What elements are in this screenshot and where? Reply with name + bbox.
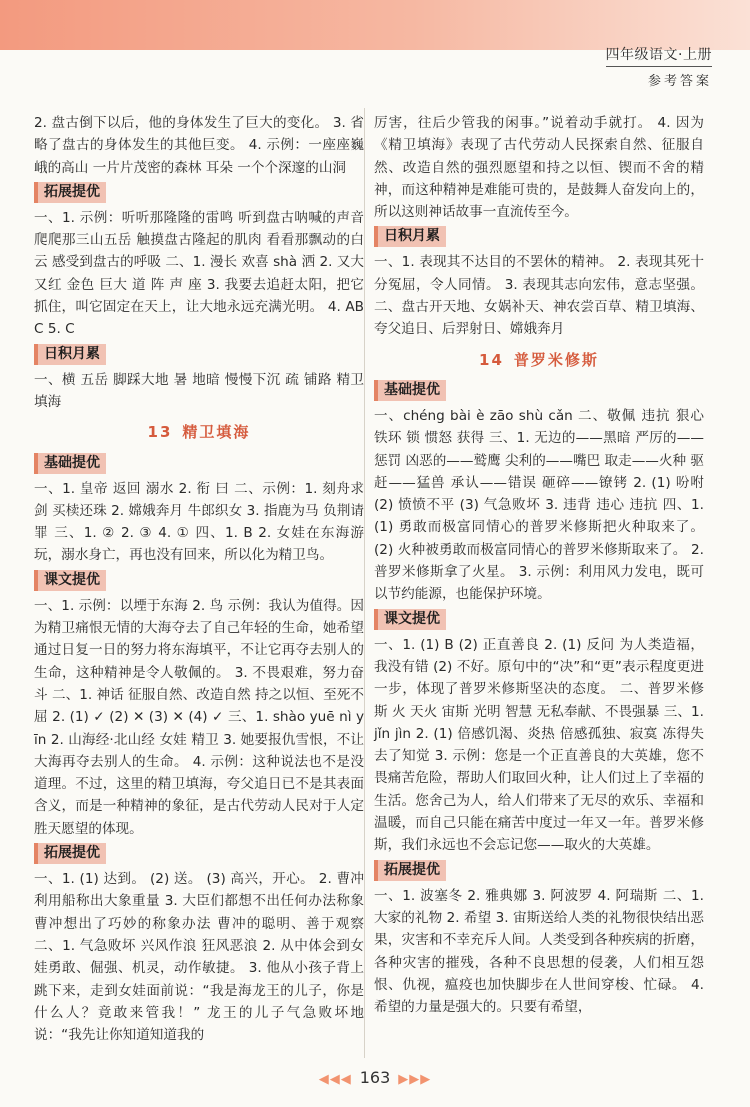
header-grade: 四年级语文·上册 [606,44,712,67]
section-tag: 日积月累 [34,344,106,365]
header-subtitle: 参考答案 [647,74,712,89]
section-tag: 课文提优 [34,570,106,591]
right-column [374,112,704,1018]
left-arrows-icon: ◀◀◀ [318,1072,352,1087]
answer-text: 厉害，往后少管我的闲事。”说着动手就打。 4. 因为《精卫填海》表现了古代劳动人民探索自然、征服自然、改造自然的强烈愿望和持之以恒、锲而不舍的精神，而这种精神是难能可贵的，是鼓舞人奋发向上的，所以这则神话故事一直流传至今。 [374,115,704,221]
answer-text: 2. 盘古倒下以后，他的身体发生了巨大的变化。 3. 省略了盘古的身体发生的其他巨变。 4. 示例：一座座巍峨的高山 一片片茂密的森林 耳朵 一个个深邃的山洞 [34,115,364,176]
answer-text: 一、1. 示例：以堙于东海 2. 鸟 示例：我认为值得。因为精卫痛恨无情的大海夺去了自己年轻的生命，她希望通过日复一日的努力将东海填平，不让它再夺去别人的生命，这种精神是令人敬佩的。 3. 不畏艰难，努力奋斗 二、1. 神话 征服自然、改造自然 持之以恒、至死不屈 2. (1) ✓ (2) ✕ (3) ✕ (4) ✓ 三、1. shào yuē nì yīn 2. 山海经·北山经 女娃 精卫 3. 她要报仇雪恨，不让大海再夺去别人的生命。 4. 示例：这种说法也不是没道理。不过，这里的精卫填海，夸父追日已不是其表面含义，而是一种精神的象征，是古代劳动人民对于人定胜天愿望的体现。 [34,597,364,837]
section-tag: 拓展提优 [34,182,106,203]
page-number: 163 [359,1068,391,1087]
section-tag: 基础提优 [34,453,106,474]
answer-text: 一、1. (1) B (2) 正直善良 2. (1) 反问 为人类造福，我没有错 (2) 不好。原句中的“决”和“更”表示程度更进一步，体现了普罗米修斯坚决的态度。 二、普罗米修斯 火 天火 宙斯 光明 智慧 无私奉献、不畏强暴 三、1. jǐn jìn 2. (1) 倍感饥渴、炎热 倍感孤独、寂寞 冻得失去了知觉 3. 示例：您是一个正直善良的大英雄，您不畏痛苦危险，帮助人们取回火种，让人们过上了幸福的生活。您舍己为人，给人们带来了无尽的欢乐、幸福和温暖，而自己只能在痛苦中度过一年又一年。普罗米修斯，我们永远也不会忘记您——取火的大英雄。 [374,636,704,854]
lesson-heading [34,421,364,443]
answer-text: 一、chéng bài è zāo shù cǎn 二、敬佩 违抗 狠心 铁环 锁 惯怒 获得 三、1. 无边的——黑暗 严厉的——惩罚 凶恶的——鹫鹰 尖利的——嘴巴 取走——火种 驱赶——猛兽 承认——错误 砸碎——镣铐 2. (1) 吩咐 (2) 愤愤不平 (3) 气急败坏 3. 违背 违心 违抗 四、1. (1) 勇敢而极富同情心的普罗米修斯把火种取来了。 (2) 火种被勇敢而极富同情心的普罗米修斯取来了。 2. 普罗米修斯拿了火星。 3. 示例：利用风力发电，既可以节约能源，也能保护环境。 [374,407,704,603]
answer-text: 一、1. (1) 达到。 (2) 送。 (3) 高兴，开心。 2. 曹冲利用船称出大象重量 3. 大臣们都想不出任何办法称象 曹冲想出了巧妙的称象办法 曹冲的聪明、善于观察 二、1. 气急败坏 兴风作浪 狂风恶浪 2. 从中体会到女娃勇敢、倔强、机灵，动作敏捷。 3. 他从小孩子背上跳下来，走到女娃面前说：“我是海龙王的儿子，你是什么人？竟敢来管我！” 龙王的儿子气急败坏地说：“我先让你知道知道我的 [34,871,364,1044]
answer-text: 一、1. 示例：听听那隆隆的雷鸣 听到盘古呐喊的声音 爬爬那三山五岳 触摸盘古隆起的肌肉 看看那飘动的白云 感受到盘古的呼吸 二、1. 漫长 欢喜 shà 洒 2. 又大又红 金色 巨大 道 阵 声 座 3. 我要去追赶太阳，把它抓住，叫它固定在天上，让大地永远充满光明。 4. ABC 5. C [34,209,364,338]
top-color-bar [0,0,750,50]
answer-text: 一、1. 表现其不达目的不罢休的精神。 2. 表现其死十分冤屈，令人同情。 3. 表现其志向宏伟，意志坚强。 二、盘古开天地、女娲补天、神农尝百草、精卫填海、夸父追日、后羿射日、嫦娥奔月 [374,254,704,338]
answer-text: 一、1. 波塞冬 2. 雅典娜 3. 阿波罗 4. 阿瑞斯 二、1. 大家的礼物 2. 希望 3. 宙斯送给人类的礼物很快结出恶果，灾害和不幸充斥人间。人类受到各种疾病的折磨，各种灾害的摧残，各种不良思想的侵袭，人们相互怨恨、仇视，瘟疫也加快脚步在人世间穿梭、忙碌。 4. 希望的力量是强大的。只要有希望， [374,887,704,1016]
answer-text: 一、横 五岳 脚踩大地 暑 地暗 慢慢下沉 疏 铺路 精卫填海 [34,371,364,410]
column-divider [364,108,365,1058]
answer-text: 一、1. 皇帝 返回 溺水 2. 衔 曰 二、示例：1. 刻舟求剑 买椟还珠 2. 嫦娥奔月 牛郎织女 3. 指鹿为马 负荆请罪 三、1. ② 2. ③ 4. ① 四、1. B 2. 女娃在东海游玩，溺水身亡，再也没有回来，所以化为精卫鸟。 [34,480,364,564]
section-tag: 拓展提优 [374,860,446,881]
lesson-title: 普罗米修斯 [513,350,599,369]
lesson-heading [374,349,704,371]
lesson-number: 13 [147,423,173,442]
lesson-number: 14 [479,350,504,369]
section-tag: 拓展提优 [34,843,106,864]
lesson-title: 精卫填海 [182,423,251,442]
page-footer [0,1068,750,1087]
section-tag: 课文提优 [374,609,446,630]
section-tag: 日积月累 [374,226,446,247]
left-column [34,112,364,1046]
right-arrows-icon: ▶▶▶ [398,1072,432,1087]
page-header [606,44,712,89]
section-tag: 基础提优 [374,380,446,401]
